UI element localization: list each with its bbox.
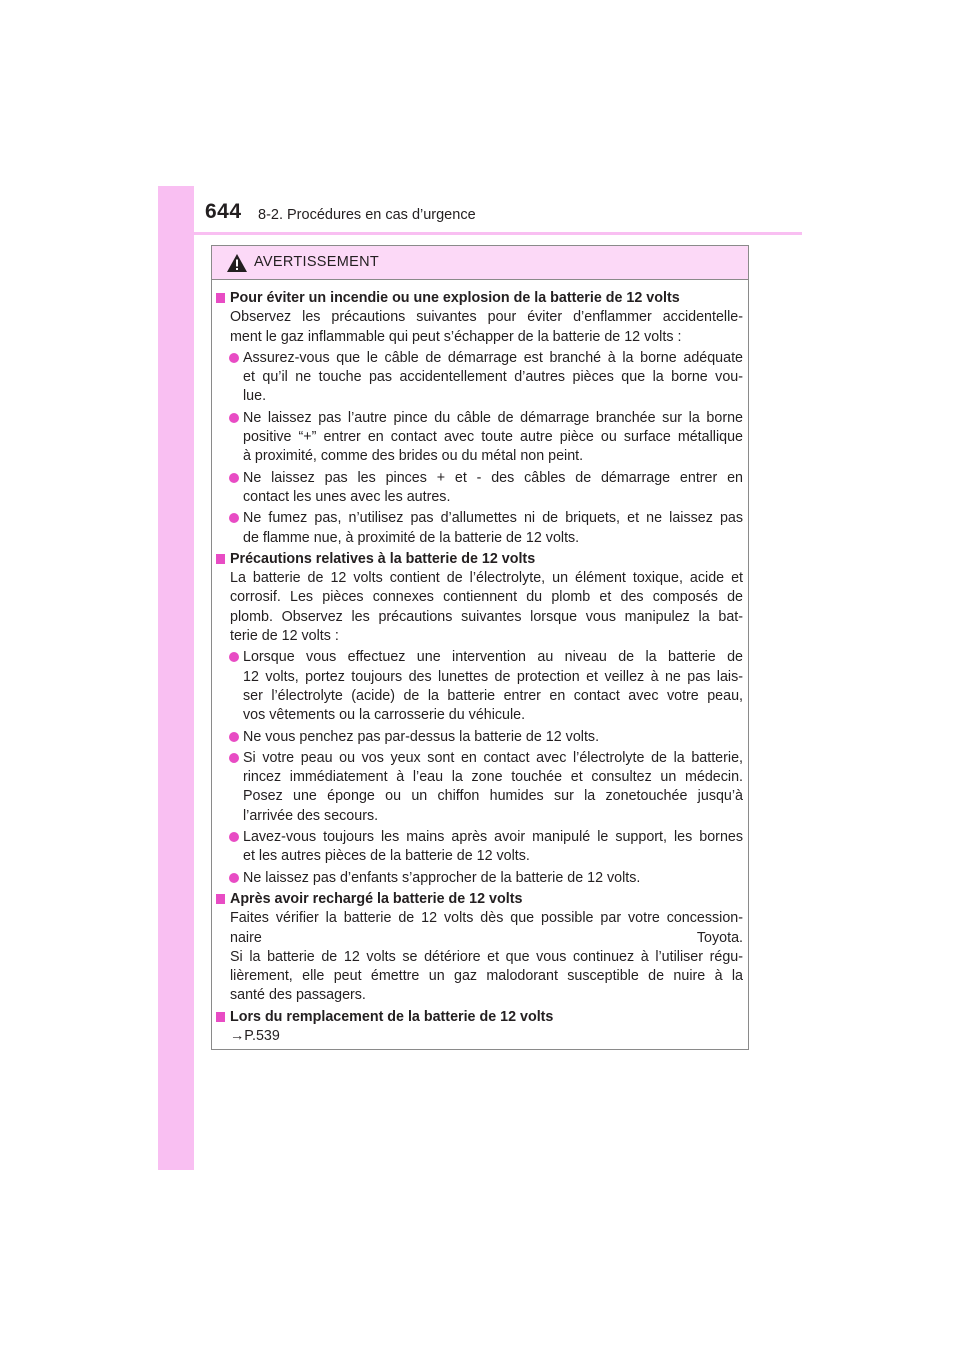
- text-line: Observez les précautions suivantes pour éviter d’enflammer accidentelle-: [230, 309, 743, 326]
- text-line: plomb. Observez les précautions suivantes lorsque vous manipulez la bat-: [230, 608, 743, 625]
- text-line: naire Toyota.: [230, 929, 743, 946]
- section-heading: Lors du remplacement de la batterie de 12 volts: [216, 1008, 743, 1027]
- page-reference-link[interactable]: →P.539: [230, 1027, 280, 1044]
- text-line: ser l’électrolyte (acide) de la batterie entrer en contact avec votre peau,: [243, 687, 743, 704]
- bullet-item: [216, 409, 743, 467]
- bullet-item: [216, 869, 743, 888]
- section-heading: Après avoir rechargé la batterie de 12 volts: [216, 890, 743, 909]
- warning-section: [216, 289, 743, 548]
- text-line: corrosif. Les pièces connexes contiennent du plomb et des composés de: [230, 589, 743, 606]
- text-line: Ne laissez pas d’enfants s’approcher de la batterie de 12 volts.: [243, 869, 641, 886]
- text-line: et qu’il ne touche pas accidentellement d’autres pièces que la borne vou-: [243, 369, 743, 386]
- section-paragraph: [216, 909, 743, 1005]
- section-paragraph: [216, 308, 743, 347]
- text-line: terie de 12 volts :: [230, 628, 339, 645]
- bullet-item: [216, 469, 743, 508]
- text-line: Ne fumez pas, n’utilisez pas d’allumettes ni de briquets, et ne laissez pas: [243, 510, 743, 527]
- bullet-item: [216, 828, 743, 867]
- text-line: vos vêtements ou la carrosserie du véhicule.: [243, 707, 526, 724]
- warning-header: [212, 246, 748, 280]
- bullet-item: [216, 749, 743, 826]
- warning-title: AVERTISSEMENT: [254, 254, 380, 270]
- text-line: à proximité, comme des brides ou du métal non peint.: [243, 448, 584, 465]
- warning-section: [216, 1008, 743, 1047]
- text-line: rincez immédiatement à l’eau la zone touchée et consultez un médecin.: [243, 769, 743, 786]
- bullet-item: [216, 728, 743, 747]
- warning-section: [216, 890, 743, 1006]
- text-line: de flamme nue, à proximité de la batterie de 12 volts.: [243, 529, 580, 546]
- text-line: lièrement, elle peut émettre un gaz malodorant susceptible de nuire à la: [230, 968, 743, 985]
- warning-section: [216, 550, 743, 888]
- section-paragraph: [216, 569, 743, 646]
- text-line: l’arrivée des secours.: [243, 807, 379, 824]
- text-line: et les autres pièces de la batterie de 12 volts.: [243, 848, 530, 865]
- text-line: Lorsque vous effectuez une intervention au niveau de la batterie de: [243, 649, 743, 666]
- text-line: Lavez-vous toujours les mains après avoir manipulé le support, les bornes: [243, 829, 743, 846]
- text-line: Si votre peau ou vos yeux sont en contact avec l’électrolyte de la batterie,: [243, 749, 743, 766]
- warning-box: [211, 245, 749, 1050]
- text-line: Si la batterie de 12 volts se détériore et que vous continuez à l’utiliser régu-: [230, 948, 743, 965]
- bullet-item: [216, 349, 743, 407]
- text-line: Ne laissez pas l’autre pince du câble de démarrage branchée sur la borne: [243, 409, 743, 426]
- warning-content: [216, 289, 743, 1048]
- bullet-item: [216, 648, 743, 725]
- text-line: santé des passagers.: [230, 987, 366, 1004]
- side-tab: [158, 186, 194, 1170]
- text-line: Ne laissez pas les pinces + et - des câbles de démarrage entrer en: [243, 469, 743, 486]
- text-line: Faites vérifier la batterie de 12 volts dès que possible par votre concession-: [230, 910, 743, 927]
- page-number: 644: [205, 200, 242, 223]
- text-line: Assurez-vous que le câble de démarrage est branché à la borne adéquate: [243, 349, 743, 366]
- text-line: Ne vous penchez pas par-dessus la batterie de 12 volts.: [243, 728, 600, 745]
- section-heading: Précautions relatives à la batterie de 12 volts: [216, 550, 743, 569]
- warning-triangle-icon: [226, 253, 248, 273]
- section-title: 8-2. Procédures en cas d’urgence: [258, 207, 476, 223]
- text-line: ment le gaz inflammable qui peut s’échapper de la batterie de 12 volts :: [230, 328, 682, 345]
- text-line: 12 volts, portez toujours des lunettes de protection et veillez à ne pas lais-: [243, 668, 743, 685]
- section-heading: Pour éviter un incendie ou une explosion de la batterie de 12 volts: [216, 289, 743, 308]
- text-line: contact les unes avec les autres.: [243, 488, 451, 505]
- header-rule: [194, 232, 802, 235]
- text-line: positive “+” entrer en contact avec toute autre pièce ou surface métallique: [243, 429, 743, 446]
- text-line: Posez une éponge ou un chiffon humides sur la zonetouchée jusqu’à: [243, 788, 743, 805]
- bullet-item: [216, 509, 743, 548]
- text-line: La batterie de 12 volts contient de l’électrolyte, un élément toxique, acide et: [230, 570, 743, 587]
- text-line: lue.: [243, 388, 267, 405]
